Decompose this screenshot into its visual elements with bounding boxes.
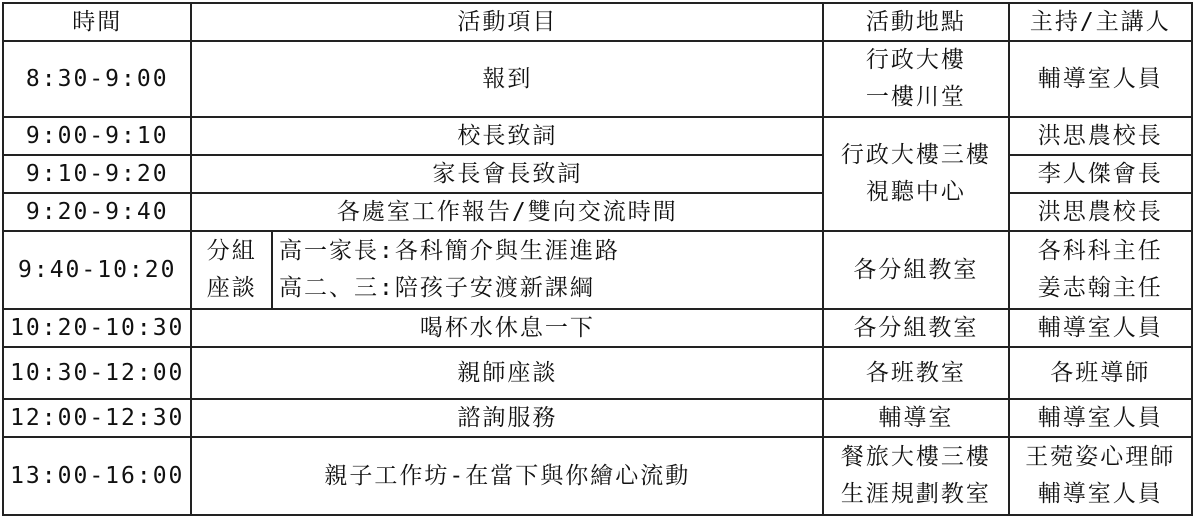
- host-cell: 各班導師: [1009, 347, 1192, 399]
- location-cell: 各分組教室: [823, 309, 1008, 347]
- group-label-line: 分組: [206, 238, 257, 264]
- time-cell: 10:30-12:00: [3, 347, 191, 399]
- activity-cell: 校長致詞: [191, 117, 823, 155]
- activity-cell: 報到: [191, 41, 823, 117]
- table-row: [3, 399, 1192, 437]
- table-row: [3, 309, 1192, 347]
- location-line: 生涯規劃教室: [840, 481, 991, 507]
- time-cell: 8:30-9:00: [3, 41, 191, 117]
- host-line: 姜志翰主任: [1037, 275, 1163, 301]
- host-cell: [1009, 437, 1192, 515]
- table-row: [3, 193, 1192, 231]
- host-cell: 輔導室人員: [1009, 309, 1192, 347]
- location-line: 餐旅大樓三樓: [840, 444, 991, 470]
- table-row: [3, 41, 1192, 117]
- header-row: [3, 3, 1192, 41]
- location-cell: 各班教室: [823, 347, 1008, 399]
- location-cell: 各分組教室: [823, 231, 1008, 309]
- activity-cell: 親子工作坊-在當下與你繪心流動: [191, 437, 823, 515]
- time-cell: 10:20-10:30: [3, 309, 191, 347]
- header-host: 主持/主講人: [1009, 3, 1192, 41]
- location-line: 一樓川堂: [865, 84, 966, 110]
- location-cell: 輔導室: [823, 399, 1008, 437]
- activity-line: 高二、三:陪孩子安渡新課綱: [278, 275, 595, 301]
- host-cell: 李人傑會長: [1009, 155, 1192, 193]
- activity-cell: 家長會長致詞: [191, 155, 823, 193]
- schedule-table: [2, 2, 1193, 516]
- host-cell: 洪思農校長: [1009, 117, 1192, 155]
- host-cell: [1009, 231, 1192, 309]
- header-location: 活動地點: [823, 3, 1008, 41]
- activity-cell: [272, 231, 823, 309]
- location-cell: [823, 437, 1008, 515]
- location-line: 行政大樓三樓: [840, 142, 991, 168]
- table-row: [3, 231, 1192, 309]
- location-line: 視聽中心: [865, 179, 966, 205]
- time-cell: 9:10-9:20: [3, 155, 191, 193]
- activity-cell: 親師座談: [191, 347, 823, 399]
- group-label-cell: [191, 231, 271, 309]
- time-cell: 9:00-9:10: [3, 117, 191, 155]
- host-line: 各科科主任: [1037, 238, 1163, 264]
- table-row: [3, 117, 1192, 155]
- time-cell: 9:40-10:20: [3, 231, 191, 309]
- table-row: [3, 347, 1192, 399]
- time-cell: 12:00-12:30: [3, 399, 191, 437]
- activity-line: 高一家長:各科簡介與生涯進路: [278, 238, 620, 264]
- group-label-line: 座談: [206, 275, 257, 301]
- activity-cell: 各處室工作報告/雙向交流時間: [191, 193, 823, 231]
- host-cell: 輔導室人員: [1009, 41, 1192, 117]
- host-cell: 輔導室人員: [1009, 399, 1192, 437]
- host-line: 輔導室人員: [1037, 481, 1163, 507]
- header-activity: 活動項目: [191, 3, 823, 41]
- host-cell: 洪思農校長: [1009, 193, 1192, 231]
- time-cell: 13:00-16:00: [3, 437, 191, 515]
- activity-cell: 喝杯水休息一下: [191, 309, 823, 347]
- table-row: [3, 155, 1192, 193]
- table-row: [3, 437, 1192, 515]
- activity-cell: 諮詢服務: [191, 399, 823, 437]
- time-cell: 9:20-9:40: [3, 193, 191, 231]
- merged-location-cell: [823, 117, 1008, 231]
- location-cell: [823, 41, 1008, 117]
- location-line: 行政大樓: [865, 47, 966, 73]
- host-line: 王菀姿心理師: [1025, 444, 1176, 470]
- header-time: 時間: [3, 3, 191, 41]
